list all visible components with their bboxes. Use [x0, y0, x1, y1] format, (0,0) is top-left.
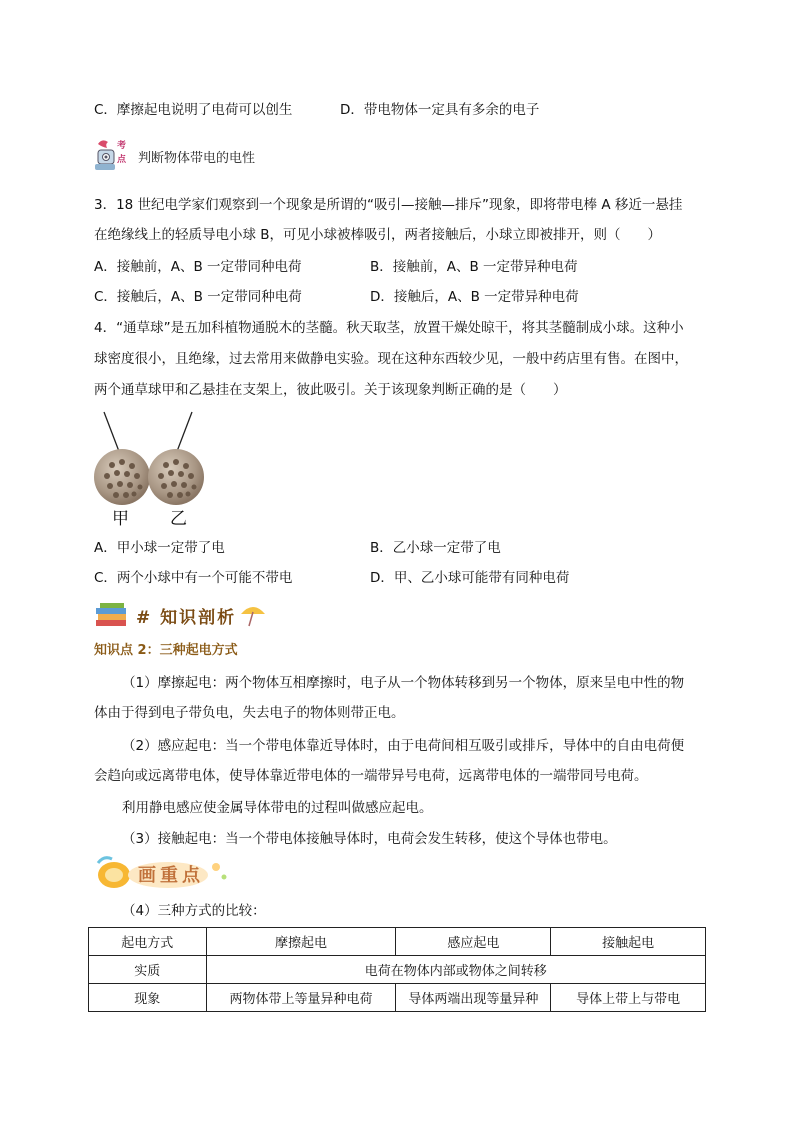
- table-header-cell: 感应起电: [396, 928, 551, 956]
- paragraph-friction-line1: （1）摩擦起电：两个物体互相摩擦时，电子从一个物体转移到另一个物体，原来呈电中性的物: [122, 675, 685, 691]
- q2-option-c: C．摩擦起电说明了电荷可以创生: [94, 102, 293, 118]
- paragraph-induction: [94, 731, 714, 791]
- paragraph-contact: [94, 824, 714, 854]
- q3-option-d: D．接触后，A、B 一定带异种电荷: [370, 289, 579, 305]
- q3-stem-line1: 3．18 世纪电学家们观察到一个现象是所谓的“吸引—接触—排斥”现象，即将带电棒 A 移近一悬挂: [94, 197, 683, 213]
- badge-tag-top: 考: [117, 141, 127, 151]
- paragraph-friction: [94, 668, 714, 728]
- table-header-cell: 起电方式: [89, 928, 207, 956]
- table-row: [89, 984, 706, 1012]
- q3-option-b: B．接触前，A、B 一定带异种电荷: [370, 259, 578, 275]
- ball-right-label: 乙: [170, 509, 187, 529]
- q4-option-c: C．两个小球中有一个可能不带电: [94, 570, 293, 586]
- paragraph-induction-line2: 会趋向或远离带电体，使导体靠近带电体的一端带异号电荷，远离带电体的一端带同号电荷。: [94, 768, 648, 784]
- q4-stem-line3: 两个通草球甲和乙悬挂在支架上，彼此吸引。关于该现象判断正确的是（ ）: [94, 382, 567, 398]
- comparison-table: [88, 927, 706, 1012]
- highlight-label: 画重点: [138, 865, 204, 886]
- q3-option-a: A．接触前，A、B 一定带同种电荷: [94, 259, 302, 275]
- table-cell: 导体两端出现等量异种: [396, 984, 551, 1012]
- ball-left: [94, 449, 150, 505]
- table-cell: 电荷在物体内部或物体之间转移: [206, 956, 705, 984]
- knowledge-point-title: 知识点 2：三种起电方式: [94, 643, 238, 658]
- umbrella-icon: [238, 602, 268, 628]
- highlight-badge: [94, 853, 234, 897]
- badge-tag-bottom: 点: [117, 155, 127, 165]
- paragraph-induction-line1: （2）感应起电：当一个带电体靠近导体时，由于电荷间相互吸引或排斥，导体中的自由电荷便: [122, 738, 685, 754]
- q4-option-a: A．甲小球一定带了电: [94, 540, 225, 556]
- ball-right: [148, 449, 204, 505]
- q3-option-c: C．接触后，A、B 一定带同种电荷: [94, 289, 302, 305]
- table-cell: 实质: [89, 956, 207, 984]
- paragraph-comparison-text: （4）三种方式的比较：: [122, 903, 266, 919]
- paragraph-induction-note-text: 利用静电感应使金属导体带电的过程叫做感应起电。: [122, 800, 433, 816]
- banner-title: # 知识剖析: [136, 607, 237, 628]
- table-header-cell: 接触起电: [551, 928, 706, 956]
- paragraph-comparison: [94, 896, 714, 926]
- table-row: [89, 956, 706, 984]
- paragraph-contact-text: （3）接触起电：当一个带电体接触导体时，电荷会发生转移，使这个导体也带电。: [122, 831, 617, 847]
- ball-left-label: 甲: [112, 509, 129, 529]
- badge-icon: [92, 136, 136, 176]
- table-header-cell: 摩擦起电: [206, 928, 396, 956]
- paragraph-induction-note: [94, 793, 714, 823]
- q4-stem-line1: 4．“通草球”是五加科植物通脱木的茎髓。秋天取茎，放置干燥处晾干，将其茎髓制成小球。这种小: [94, 320, 684, 336]
- books-icon: [94, 602, 132, 628]
- paragraph-friction-line2: 体由于得到电子带负电，失去电子的物体则带正电。: [94, 705, 405, 721]
- table-cell: 现象: [89, 984, 207, 1012]
- section-badge: [92, 136, 255, 176]
- table-header-row: [89, 928, 706, 956]
- badge-label: 判断物体带电的电性: [138, 150, 256, 166]
- table-cell: 两物体带上等量异种电荷: [206, 984, 396, 1012]
- q4-stem-line2: 球密度很小，且绝缘，过去常用来做静电实验。现在这种东西较少见，一般中药店里有售。在图中，: [94, 351, 688, 367]
- q4-option-b: B．乙小球一定带了电: [370, 540, 501, 556]
- q4-option-d: D．甲、乙小球可能带有同种电荷: [370, 570, 570, 586]
- pith-balls-figure: [90, 410, 210, 530]
- knowledge-banner: [94, 600, 268, 630]
- q2-option-d: D．带电物体一定具有多余的电子: [340, 102, 540, 118]
- q3-stem-line2: 在绝缘线上的轻质导电小球 B，可见小球被棒吸引，两者接触后，小球立即被排开，则（ ）: [94, 227, 662, 243]
- table-cell: 导体上带上与带电: [551, 984, 706, 1012]
